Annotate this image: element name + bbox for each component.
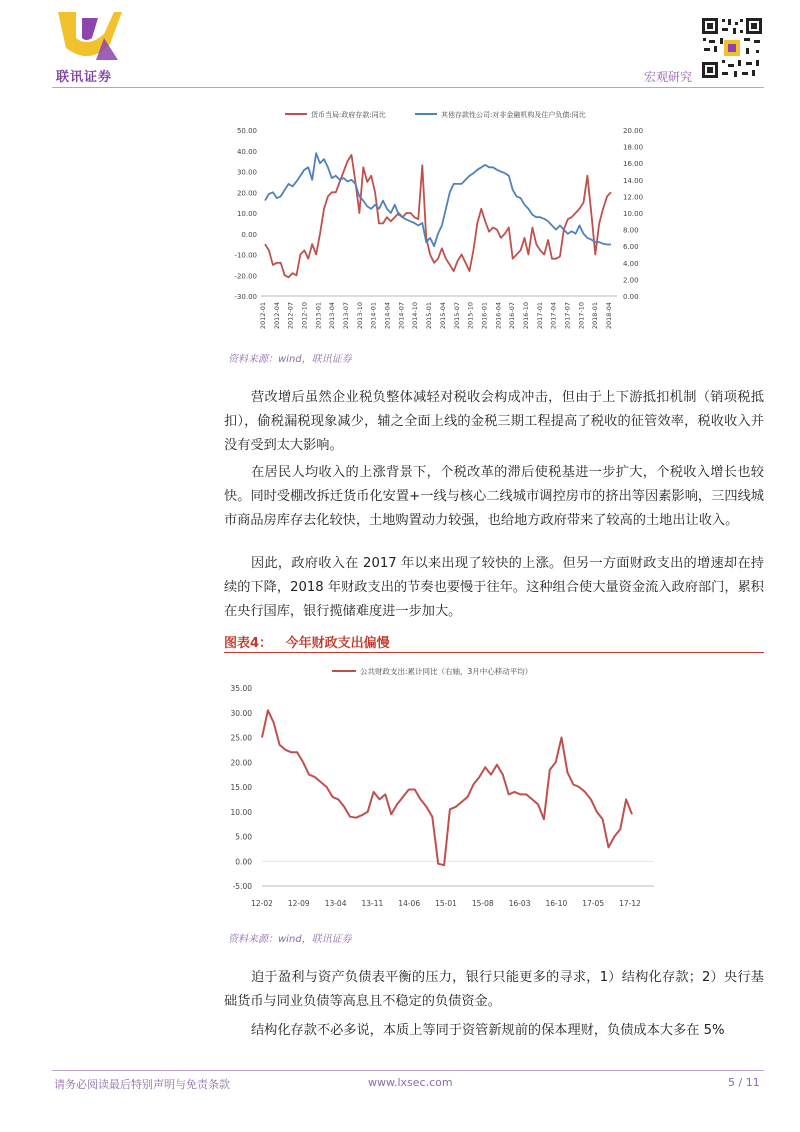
y-tick-label: 0.00 <box>235 857 252 867</box>
left-tick-label: 30.00 <box>236 168 257 177</box>
x-tick-label: 2017-01 <box>535 302 544 330</box>
left-tick-label: -20.00 <box>234 272 257 281</box>
footer-divider <box>52 1070 764 1071</box>
x-tick-label: 17-05 <box>582 899 605 908</box>
x-tick-label: 2018-04 <box>605 302 613 330</box>
x-tick-label: 2017-07 <box>563 302 572 330</box>
paragraph-4: 迫于盈利与资产负债表平衡的压力，银行只能更多的寻求，1）结构化存款；2）央行基础货币与同业负债等高息且不稳定的负债资金。 <box>224 970 764 1009</box>
footer-page-number: 5 / 11 <box>728 1076 760 1089</box>
x-tick-label: 2013-01 <box>314 302 323 330</box>
figure4-source: 资料来源：wind，联讯证券 <box>228 934 352 945</box>
right-tick-label: 0.00 <box>623 293 639 301</box>
right-tick-label: 12.00 <box>623 193 644 202</box>
y-tick-label: -5.00 <box>232 882 252 891</box>
company-logo <box>52 8 126 66</box>
paragraph-2: 在居民人均收入的上涨背景下，个税改革的滞后使税基进一步扩大，个税收入增长也较快。同时受棚改拆迁货币化安置+一线与核心二线城市调控房市的挤出等因素影响，三四线城市商品房库存去化较快，土地购置动力较强，也给地方政府带来了较高的土地出让收入。 <box>224 465 764 528</box>
x-tick-label: 2015-01 <box>425 302 434 330</box>
y-tick-label: 25.00 <box>230 733 252 743</box>
figure3-source: 资料来源：wind，联讯证券 <box>228 354 352 365</box>
y-tick-label: 10.00 <box>230 807 252 817</box>
right-tick-label: 4.00 <box>623 259 639 268</box>
right-tick-label: 10.00 <box>623 210 644 218</box>
x-tick-label: 13-11 <box>361 899 384 908</box>
left-tick-label: 0.00 <box>241 230 257 239</box>
x-tick-label: 12-09 <box>287 899 310 908</box>
series-line-0 <box>265 155 611 277</box>
x-tick-label: 2015-10 <box>466 302 475 330</box>
paragraph-5: 结构化存款不必多说，本质上等同于资管新规前的保本理财，负债成本大多在 5% <box>251 1023 725 1038</box>
x-tick-label: 14-06 <box>398 899 421 908</box>
left-tick-label: 50.00 <box>236 127 257 135</box>
y-tick-label: 20.00 <box>230 758 252 768</box>
x-tick-label: 2013-10 <box>355 302 364 330</box>
x-tick-label: 2016-04 <box>494 302 503 330</box>
x-tick-label: 2015-04 <box>438 302 447 330</box>
figure4-title-underline <box>224 652 764 653</box>
figure4-chart <box>222 660 672 916</box>
right-tick-label: 14.00 <box>623 176 644 185</box>
x-tick-label: 13-04 <box>324 899 347 908</box>
legend-label: 公共财政支出:累计同比（右轴，3月中心移动平均） <box>360 667 533 676</box>
series-line-1 <box>265 153 611 246</box>
left-tick-label: 20.00 <box>236 189 257 198</box>
x-tick-label: 12-02 <box>251 899 273 908</box>
x-tick-label: 16-10 <box>545 899 568 908</box>
x-tick-label: 2012-07 <box>286 302 295 330</box>
x-tick-label: 2014-07 <box>397 302 406 330</box>
right-tick-label: 18.00 <box>623 143 644 152</box>
footer-website[interactable]: www.lxsec.com <box>368 1076 453 1089</box>
right-tick-label: 6.00 <box>623 243 639 252</box>
paragraph-3: 因此，政府收入在 2017 年以来出现了较快的上涨。但另一方面财政支出的增速却在持续的下降，2018 年财政支出的节奏也要慢于往年。这种组合使大量资金流入政府部门，累积在央行国库，银行揽储难度进一步加大。 <box>224 556 764 619</box>
x-tick-label: 2016-10 <box>521 302 530 330</box>
y-tick-label: 5.00 <box>235 832 252 842</box>
left-tick-label: 10.00 <box>236 210 257 218</box>
section-label: 宏观研究 <box>644 70 693 84</box>
legend-label-0: 货币当局:政府存款:同比 <box>311 111 386 119</box>
header-divider <box>52 87 764 88</box>
right-tick-label: 2.00 <box>623 276 639 285</box>
x-tick-label: 2016-07 <box>508 302 517 330</box>
x-tick-label: 2018-01 <box>591 302 600 330</box>
logo-shape-purple <box>82 18 98 40</box>
right-tick-label: 16.00 <box>623 160 644 169</box>
right-tick-label: 20.00 <box>623 127 644 135</box>
series-line <box>262 710 632 865</box>
x-tick-label: 2013-07 <box>342 302 351 330</box>
y-tick-label: 30.00 <box>230 708 252 718</box>
x-tick-label: 2016-01 <box>480 302 489 330</box>
paragraph-1: 营改增后虽然企业税负整体减轻对税收会构成冲击，但由于上下游抵扣机制（销项税抵扣），偷税漏税现象减少，辅之全面上线的金税三期工程提高了税收的征管效率，税收收入并没有受到太大影响。 <box>224 390 764 453</box>
y-tick-label: 35.00 <box>230 684 252 693</box>
right-tick-label: 8.00 <box>623 226 639 235</box>
y-tick-label: 15.00 <box>230 783 252 792</box>
x-tick-label: 2012-01 <box>259 302 267 330</box>
logo-text: 联讯证券 <box>56 70 113 85</box>
x-tick-label: 17-12 <box>619 899 641 908</box>
x-tick-label: 2014-10 <box>411 302 420 330</box>
left-tick-label: 40.00 <box>236 147 257 156</box>
x-tick-label: 15-08 <box>471 899 494 908</box>
footer-disclaimer[interactable]: 请务必阅读最后特别声明与免责条款 <box>54 1078 230 1091</box>
x-tick-label: 2013-04 <box>328 302 337 330</box>
x-tick-label: 2014-01 <box>369 302 378 330</box>
left-tick-label: -30.00 <box>234 293 257 301</box>
qr-code <box>700 16 764 80</box>
x-tick-label: 16-03 <box>508 899 531 908</box>
legend-label-1: 其他存款性公司:对非金融机构及住户负债:同比 <box>441 111 586 119</box>
figure4-title: 图表4： 今年财政支出偏慢 <box>224 636 390 651</box>
left-tick-label: -10.00 <box>234 251 257 260</box>
x-tick-label: 2017-04 <box>549 302 558 330</box>
x-tick-label: 2012-04 <box>272 302 281 330</box>
figure3-chart <box>225 100 645 336</box>
x-tick-label: 2012-10 <box>300 302 309 330</box>
x-tick-label: 2014-04 <box>383 302 392 330</box>
x-tick-label: 2015-07 <box>452 302 461 330</box>
x-tick-label: 2017-10 <box>577 302 586 330</box>
x-tick-label: 15-01 <box>435 899 457 908</box>
